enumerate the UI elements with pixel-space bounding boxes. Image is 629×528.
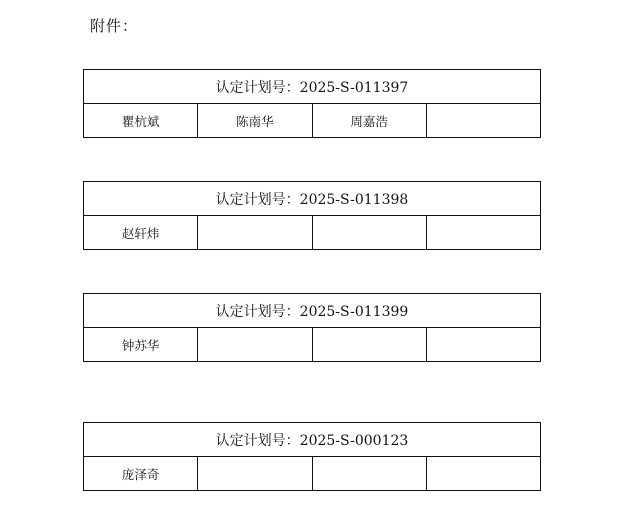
participant-name-cell: 周嘉浩 <box>312 104 426 138</box>
participant-name-cell <box>198 328 312 362</box>
participant-name-cell <box>426 216 540 250</box>
participant-name-cell <box>426 328 540 362</box>
participant-name-cell: 庞泽奇 <box>84 457 198 491</box>
plan-table-4 <box>83 422 541 491</box>
participant-name-cell: 赵轩炜 <box>84 216 198 250</box>
attachment-label: 附件： <box>90 17 139 35</box>
plan-number-title: 认定计划号：2025-S-011399 <box>84 294 541 328</box>
plan-table-1 <box>83 69 541 138</box>
participant-name-cell: 钟苏华 <box>84 328 198 362</box>
plan-table-3 <box>83 293 541 362</box>
plan-number-title: 认定计划号：2025-S-011398 <box>84 182 541 216</box>
participant-name-cell <box>198 216 312 250</box>
participant-name-cell: 瞿杭斌 <box>84 104 198 138</box>
plan-table-2 <box>83 181 541 250</box>
plan-number-title: 认定计划号：2025-S-011397 <box>84 70 541 104</box>
participant-name-cell <box>312 457 426 491</box>
participant-name-cell <box>198 457 312 491</box>
plan-number-title: 认定计划号：2025-S-000123 <box>84 423 541 457</box>
participant-name-cell <box>312 216 426 250</box>
participant-name-cell: 陈南华 <box>198 104 312 138</box>
participant-name-cell <box>426 457 540 491</box>
participant-name-cell <box>426 104 540 138</box>
participant-name-cell <box>312 328 426 362</box>
